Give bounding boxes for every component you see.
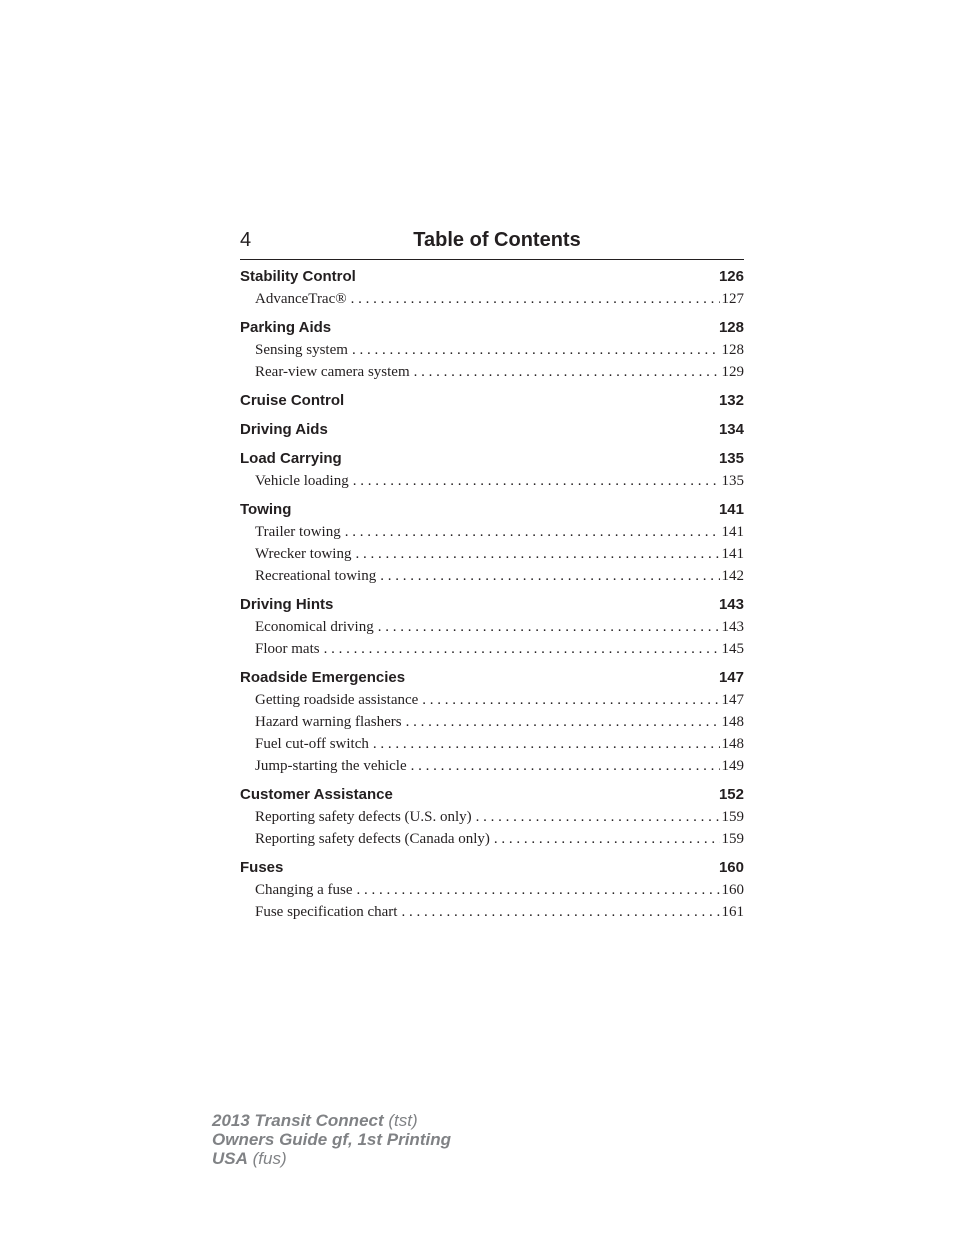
entry-page-number: 159 bbox=[721, 809, 744, 825]
entry-page-number: 141 bbox=[721, 524, 744, 540]
toc-section bbox=[240, 390, 744, 412]
entry-label: Trailer towing bbox=[255, 524, 341, 540]
entry-label: Wrecker towing bbox=[255, 546, 352, 562]
entry-label: Recreational towing bbox=[255, 568, 377, 584]
footer-line-1: 2013 Transit Connect (tst) bbox=[212, 1111, 418, 1130]
entry-label: Getting roadside assistance bbox=[255, 692, 419, 708]
section-page-number: 126 bbox=[718, 268, 744, 285]
dot-leader bbox=[422, 689, 719, 711]
toc-section-heading[interactable] bbox=[240, 448, 744, 470]
entry-label: Changing a fuse bbox=[255, 882, 353, 898]
section-title: Customer Assistance bbox=[240, 786, 393, 803]
toc-entry[interactable] bbox=[240, 521, 744, 543]
footer-line-2: Owners Guide gf, 1st Printing bbox=[212, 1130, 451, 1149]
toc-section-heading[interactable] bbox=[240, 419, 744, 441]
toc-section bbox=[240, 266, 744, 310]
toc-section bbox=[240, 784, 744, 850]
toc-entry[interactable] bbox=[240, 711, 744, 733]
page-title: Table of Contents bbox=[413, 229, 581, 251]
entry-label: Reporting safety defects (Canada only) bbox=[255, 831, 490, 847]
section-title: Load Carrying bbox=[240, 450, 342, 467]
toc-entry[interactable] bbox=[240, 733, 744, 755]
entry-page-number: 141 bbox=[721, 546, 744, 562]
toc-section bbox=[240, 857, 744, 923]
toc-section bbox=[240, 448, 744, 492]
entry-page-number: 148 bbox=[721, 736, 744, 752]
page-number: 4 bbox=[240, 229, 252, 251]
toc-entry[interactable] bbox=[240, 806, 744, 828]
toc-entry[interactable] bbox=[240, 616, 744, 638]
toc-section bbox=[240, 594, 744, 660]
toc-section-heading[interactable] bbox=[240, 317, 744, 339]
dot-leader bbox=[476, 806, 720, 828]
dot-leader bbox=[324, 638, 720, 660]
section-title: Stability Control bbox=[240, 268, 356, 285]
entry-label: Fuse specification chart bbox=[255, 904, 398, 920]
dot-leader bbox=[373, 733, 720, 755]
toc-entry[interactable] bbox=[240, 361, 744, 383]
entry-label: Reporting safety defects (U.S. only) bbox=[255, 809, 472, 825]
entry-label: Rear-view camera system bbox=[255, 364, 410, 380]
entry-page-number: 127 bbox=[721, 291, 744, 307]
entry-page-number: 142 bbox=[721, 568, 744, 584]
section-title: Roadside Emergencies bbox=[240, 669, 406, 686]
section-title: Parking Aids bbox=[240, 319, 332, 336]
toc-entry[interactable] bbox=[240, 565, 744, 587]
toc-entry[interactable] bbox=[240, 470, 744, 492]
entry-page-number: 143 bbox=[721, 619, 744, 635]
toc-section-heading[interactable] bbox=[240, 266, 744, 288]
toc-entry[interactable] bbox=[240, 828, 744, 850]
dot-leader bbox=[414, 361, 720, 383]
toc-section-heading[interactable] bbox=[240, 784, 744, 806]
toc-section-heading[interactable] bbox=[240, 499, 744, 521]
entry-label: AdvanceTrac® bbox=[255, 291, 347, 307]
dot-leader bbox=[406, 711, 720, 733]
section-title: Driving Aids bbox=[240, 421, 328, 438]
dot-leader bbox=[380, 565, 719, 587]
entry-page-number: 135 bbox=[721, 473, 744, 489]
page-footer bbox=[212, 1111, 451, 1168]
toc-section bbox=[240, 667, 744, 777]
entry-label: Sensing system bbox=[255, 342, 348, 358]
section-page-number: 135 bbox=[718, 450, 744, 467]
dot-leader bbox=[401, 901, 719, 923]
entry-page-number: 129 bbox=[721, 364, 744, 380]
toc-section bbox=[240, 419, 744, 441]
footer-line-3: USA (fus) bbox=[212, 1149, 287, 1168]
section-page-number: 141 bbox=[718, 501, 744, 518]
toc-section-heading[interactable] bbox=[240, 594, 744, 616]
entry-page-number: 145 bbox=[721, 641, 744, 657]
entry-page-number: 160 bbox=[721, 882, 744, 898]
dot-leader bbox=[352, 339, 720, 361]
entry-page-number: 148 bbox=[721, 714, 744, 730]
toc-entry[interactable] bbox=[240, 543, 744, 565]
dot-leader bbox=[356, 879, 719, 901]
table-of-contents bbox=[240, 266, 744, 930]
entry-label: Economical driving bbox=[255, 619, 374, 635]
entry-label: Vehicle loading bbox=[255, 473, 349, 489]
toc-entry[interactable] bbox=[240, 339, 744, 361]
toc-section bbox=[240, 317, 744, 383]
dot-leader bbox=[378, 616, 720, 638]
section-title: Fuses bbox=[240, 859, 284, 876]
toc-entry[interactable] bbox=[240, 288, 744, 310]
entry-page-number: 159 bbox=[721, 831, 744, 847]
entry-label: Fuel cut-off switch bbox=[255, 736, 369, 752]
entry-label: Jump-starting the vehicle bbox=[255, 758, 407, 774]
toc-section bbox=[240, 499, 744, 587]
toc-entry[interactable] bbox=[240, 638, 744, 660]
section-page-number: 147 bbox=[718, 669, 744, 686]
toc-entry[interactable] bbox=[240, 755, 744, 777]
toc-entry[interactable] bbox=[240, 689, 744, 711]
dot-leader bbox=[351, 288, 720, 310]
dot-leader bbox=[355, 543, 719, 565]
section-title: Towing bbox=[240, 501, 292, 518]
dot-leader bbox=[411, 755, 720, 777]
entry-page-number: 147 bbox=[721, 692, 744, 708]
section-page-number: 134 bbox=[718, 421, 744, 438]
section-title: Cruise Control bbox=[240, 392, 345, 409]
toc-section-heading[interactable] bbox=[240, 857, 744, 879]
section-page-number: 128 bbox=[718, 319, 744, 336]
section-page-number: 152 bbox=[718, 786, 744, 803]
dot-leader bbox=[345, 521, 720, 543]
dot-leader bbox=[353, 470, 720, 492]
toc-section-heading[interactable] bbox=[240, 667, 744, 689]
entry-page-number: 161 bbox=[721, 904, 744, 920]
toc-section-heading[interactable] bbox=[240, 390, 744, 412]
entry-label: Hazard warning flashers bbox=[255, 714, 402, 730]
section-title: Driving Hints bbox=[240, 596, 334, 613]
entry-page-number: 128 bbox=[721, 342, 744, 358]
page-header bbox=[240, 229, 744, 260]
toc-entry[interactable] bbox=[240, 901, 744, 923]
dot-leader bbox=[494, 828, 720, 850]
section-page-number: 132 bbox=[718, 392, 744, 409]
entry-label: Floor mats bbox=[255, 641, 320, 657]
section-page-number: 143 bbox=[718, 596, 744, 613]
section-page-number: 160 bbox=[718, 859, 744, 876]
toc-entry[interactable] bbox=[240, 879, 744, 901]
entry-page-number: 149 bbox=[721, 758, 744, 774]
